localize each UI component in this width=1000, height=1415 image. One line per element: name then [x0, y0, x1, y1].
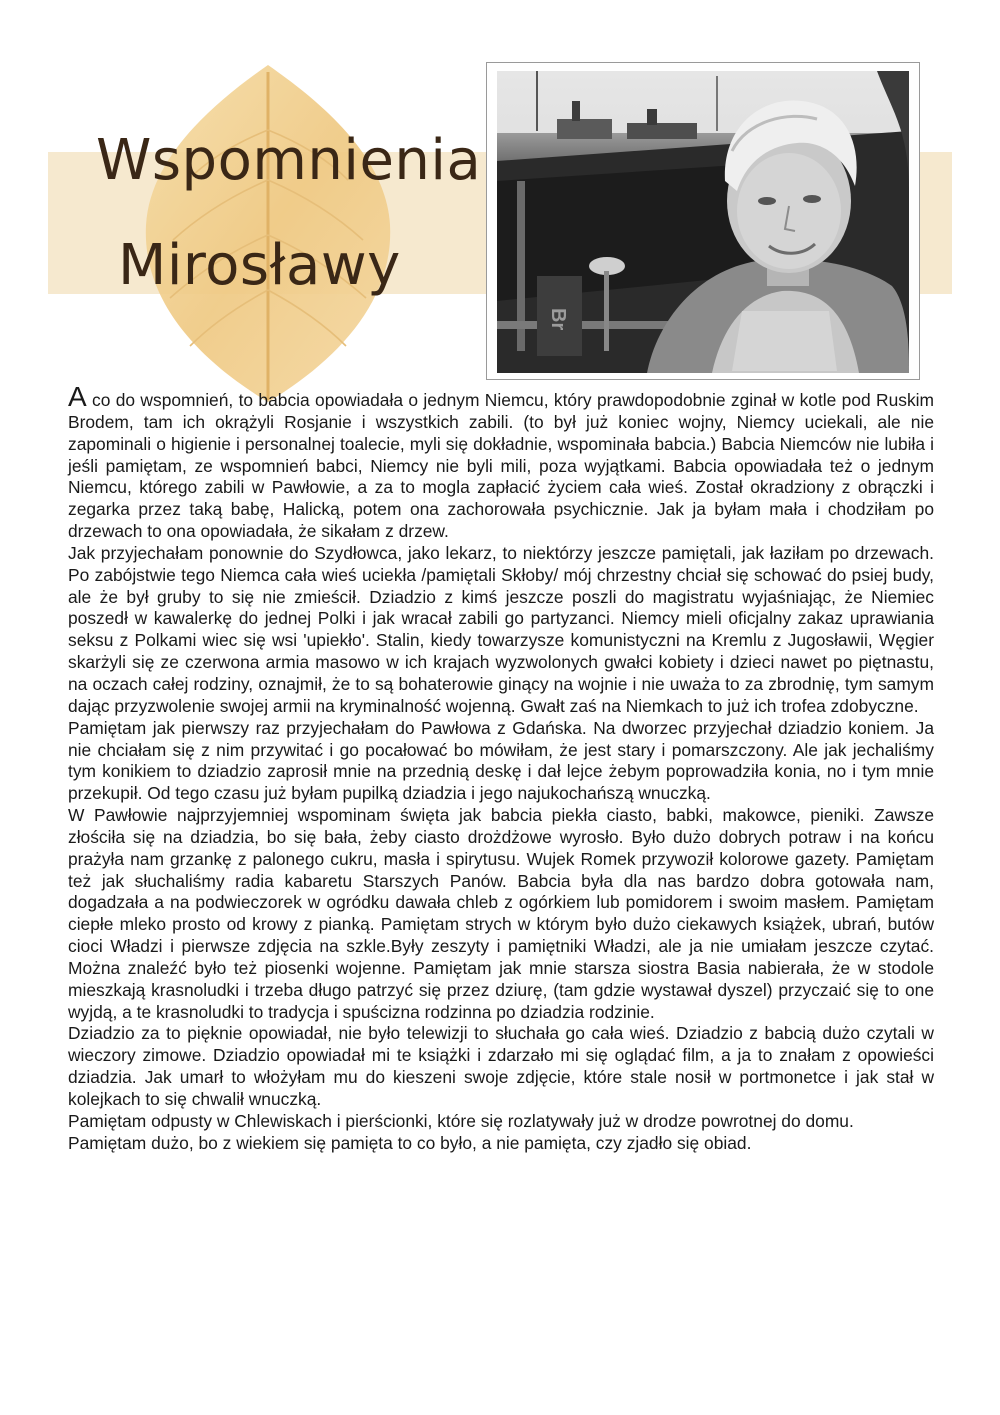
- paragraph-6: Pamiętam odpusty w Chlewiskach i pierścionki, które się rozlatywały już w drodze powrotnej do domu.: [68, 1110, 854, 1131]
- portrait-photo: [497, 71, 909, 373]
- paragraph-3: Pamiętam jak pierwszy raz przyjechałam do Pawłowa z Gdańska. Na dworzec przyjechał dziadzio koniem. Ja nie chciałam się z nim przywitać i go pocałować bo mówiłam, że jest stary i pomarszczony. Ale jak jechaliśmy tym konikiem to dziadzio zaprosił mnie na przednią deskę i dał lejce żebym poprowadziła konia, no i tym mnie przekupił. Od tego czasu już byłam pupilką dziadzia i jego najukochańszą wnuczką.: [68, 717, 934, 804]
- paragraph-1: [68, 381, 934, 543]
- photo-sign-text: Br: [547, 308, 569, 331]
- paragraph-7: Pamiętam dużo, bo z wiekiem się pamięta to co było, a nie pamięta, czy zjadło się obiad.: [68, 1132, 752, 1153]
- page-title: [96, 108, 481, 319]
- paragraph-5: Dziadzio za to pięknie opowiadał, nie było telewizji to słuchała go cała wieś. Dziadzio z babcią dużo czytali w wieczory zimowe. Dziadzio opowiadał mi te książki i zdarzało mi się oglądać film, a ja to znałam z opowieści dziadzia. Jak umarł to włożyłam mu do kieszeni swoje zdjęcie, które stale nosił w portmonetce i jak stał w kolejkach to się chwalił wnuczką.: [68, 1023, 934, 1109]
- paragraph-4: W Pawłowie najprzyjemniej wspominam święta jak babcia piekła ciasto, babki, makowce, pieniki. Zawsze złościła się na dziadzia, bo się bała, żeby ciasto drożdżowe wyrosło. Było dużo dobrych potraw i na końcu prażyła nam grzankę z palonego cukru, masła i spirytusu. Wujek Romek przywoził kolorowe gazety. Pamiętam też jak słuchaliśmy radia kabaretu Starszych Panów. Babcia była dla nas bardzo dobra gotowała nam, dogadzała a na podwieczorek w ogródku dawała chleb z ogórkiem lub pomidorem i swoim masłem. Pamiętam ciepłe mleko prosto od krowy z pianką. Pamiętam strych w którym było dużo ciekawych książek, ubrań, butów cioci Władzi i pierwsze zdjęcia na szkle.Były zeszyty i pamiętniki Władzi, ale ja nie umiałam jeszcze czytać. Można znaleźć było też piosenki wojenne. Pamiętam jak mnie starsza siostra Basia nabierała, że w stodole mieszkają krasnoludki i trzeba długo patrzyć się przez dziurę, (tam gdzie wystawał dyszel) przyczaić się to one wyjdą, a te krasnoludki to tradycja i spuścizna rodzinna po dziadzia rodzinie.: [68, 805, 934, 1022]
- paragraph-1-text: co do wspomnień, to babcia opowiadała o jednym Niemcu, który prawdopodobnie zginał w kotle pod Ruskim Brodem, tam ich okrążyli Rosjanie i wszystkich zabili. (to był już koniec wojny, Niemcy uciekali, ale nie zapominali o higienie i personalnej toalecie, myli się dokładnie, wspominała babcia.) Babcia Niemców nie lubiła i jeśli pamiętam, ze wspomnień babci, Niemcy nie byli mili, poza wyjątkami. Babcia opowiadała też o jednym Niemcu, którego zabili w Pawłowie, a za to mogla zapłacić życiem cała wieś. Został okradziony z obrączki i zegarka przez taką babę, Halicką, potem ona zachorowała psychicznie. Jak ja byłam mała i chodziłam po drzewach to ona opowiadała, że sikałam z drzew.: [68, 390, 934, 542]
- article-text: [68, 381, 934, 1155]
- photo-frame: [486, 62, 920, 380]
- title-line-1: Wspomnienia: [96, 128, 482, 193]
- drop-cap: A: [68, 381, 87, 412]
- paragraph-2: Jak przyjechałam ponownie do Szydłowca, jako lekarz, to niektórzy jeszcze pamiętali, jak łaziłam po drzewach. Po zabójstwie tego Niemca cała wieś uciekła /pamiętali Skłoby/ mój chrzestny chciał się schować do psiej budy, ale że był gruby to się nie zmieścił. Dziadzio z kimś jeszcze poszli do magistratu wyjaśniając, że Niemiec poszedł w kawalerkę do jednej Polki i jak wracał zabili go partyzanci. Niemcy mieli oficjalny zakaz uprawiania seksu z Polkami wiec się wsi 'upiekło'. Stalin, kiedy towarzysze komunistyczni na Kremlu z Jugosławii, Węgier skarżyli się ze czerwona armia masowo w ich krajach wyzwolonych gwałci kobiety i dzieci nawet po piętnastu, na oczach całej rodziny, oznajmił, że to są bohaterowie ginący na wojnie i nie uważa to za zbrodnię, tym samym dając przyzwolenie swojej armii na kryminalność wojenną. Gwałt zaś na Niemkach to już ich trofea zdobyczne.: [68, 542, 934, 716]
- title-line-2: Mirosławy: [118, 233, 401, 299]
